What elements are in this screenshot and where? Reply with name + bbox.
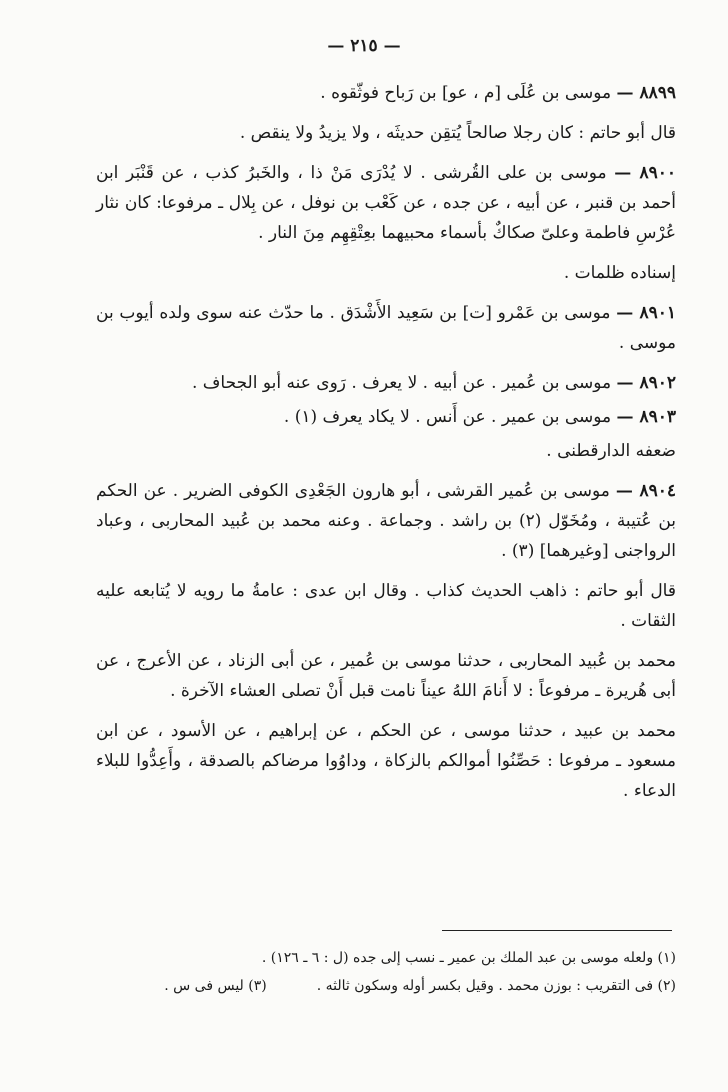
entry-8904-hadith-1: محمد بن عُبيد المحاربى ، حدثنا موسى بن عُمير ، عن أبى الزناد ، عن الأعرج ، عن أبى هُريرة ـ مرفوعاً : لا أَنامَ اللهُ عيناً نامت قبل أَنْ تصلى العشاء الآخرة . <box>96 651 676 701</box>
entry-8900: ٨٩٠٠ — موسى بن على القُرشى . لا يُدْرَى مَنْ ذا ، والخَبرُ كذب ، عن قَنْبَر ابن أحمد بن قنبر ، عن أبيه ، عن جده ، عن كَعْب بن نوفل ، عن بِلال ـ مرفوعا: كان نثار عُرْسِ فاطمة وعلىّ صكاكٌ بأسماء محبيهما بعِتْقِهِم مِنَ النار . <box>96 163 677 243</box>
entry-8902: ٨٩٠٢ — موسى بن عُمير . عن أبيه . لا يعرف . رَوى عنه أبو الجحاف . <box>192 373 676 393</box>
entry-8903-note: ضعفه الدارقطنى . <box>546 441 676 461</box>
footnote-3: (٣) ليس فى س . <box>164 978 267 994</box>
footnotes <box>150 944 676 1000</box>
page-number: — ٢١٥ — <box>327 36 401 56</box>
footnote-2: (٢) فى التقريب : بوزن محمد . وقيل بكسر أوله وسكون ثالثه . <box>316 978 676 994</box>
entry-8903: ٨٩٠٣ — موسى بن عمير . عن أَنس . لا يكاد يعرف (١) . <box>283 407 676 427</box>
entry-8900-note: إسناده ظلمات . <box>563 263 676 283</box>
entry-8904-hadith-2: محمد بن عبيد ، حدثنا موسى ، عن الحكم ، عن إبراهيم ، عن الأسود ، عن ابن مسعود ـ مرفوعا : حَصِّنُوا أموالكم بالزكاة ، وداوُوا مرضاكم بالصدقة ، وأَعِدُّوا للبلاء الدعاء . <box>96 721 676 801</box>
entry-8901: ٨٩٠١ — موسى بن عَمْرو [ت] بن سَعِيد الأَشْدَق . ما حدّث عنه سوى ولده أيوب بن موسى . <box>96 303 676 353</box>
entry-8904-note-1: قال أبو حاتم : ذاهب الحديث كذاب . وقال ابن عدى : عامةُ ما رويه لا يُتابعه عليه الثقات . <box>96 581 676 631</box>
entry-8899-note: قال أبو حاتم : كان رجلا صالحاً يُتقِن حديثَه ، ولا يزيدُ ولا ينقص . <box>239 123 676 143</box>
footnote-divider <box>442 930 672 931</box>
footnote-2-3 <box>150 972 676 1000</box>
main-text <box>96 78 676 816</box>
footnote-1: (١) ولعله موسى بن عبد الملك بن عمير ـ نسب إلى جده (ل : ٦ ـ ١٢٦) . <box>261 950 676 966</box>
entry-8904: ٨٩٠٤ — موسى بن عُمير القرشى ، أبو هارون الجَعْدِى الكوفى الضرير . عن الحكم بن عُتيبة ، ومُخَوّل (٢) بن راشد . وجماعة . وعنه محمد بن عُبيد المحاربى ، وعباد الرواجنى [وغيرهما] (٣) . <box>96 481 677 561</box>
entry-8899: ٨٨٩٩ — موسى بن عُلَى [م ، عو] بن رَباح فوثّقوه . <box>320 83 676 103</box>
